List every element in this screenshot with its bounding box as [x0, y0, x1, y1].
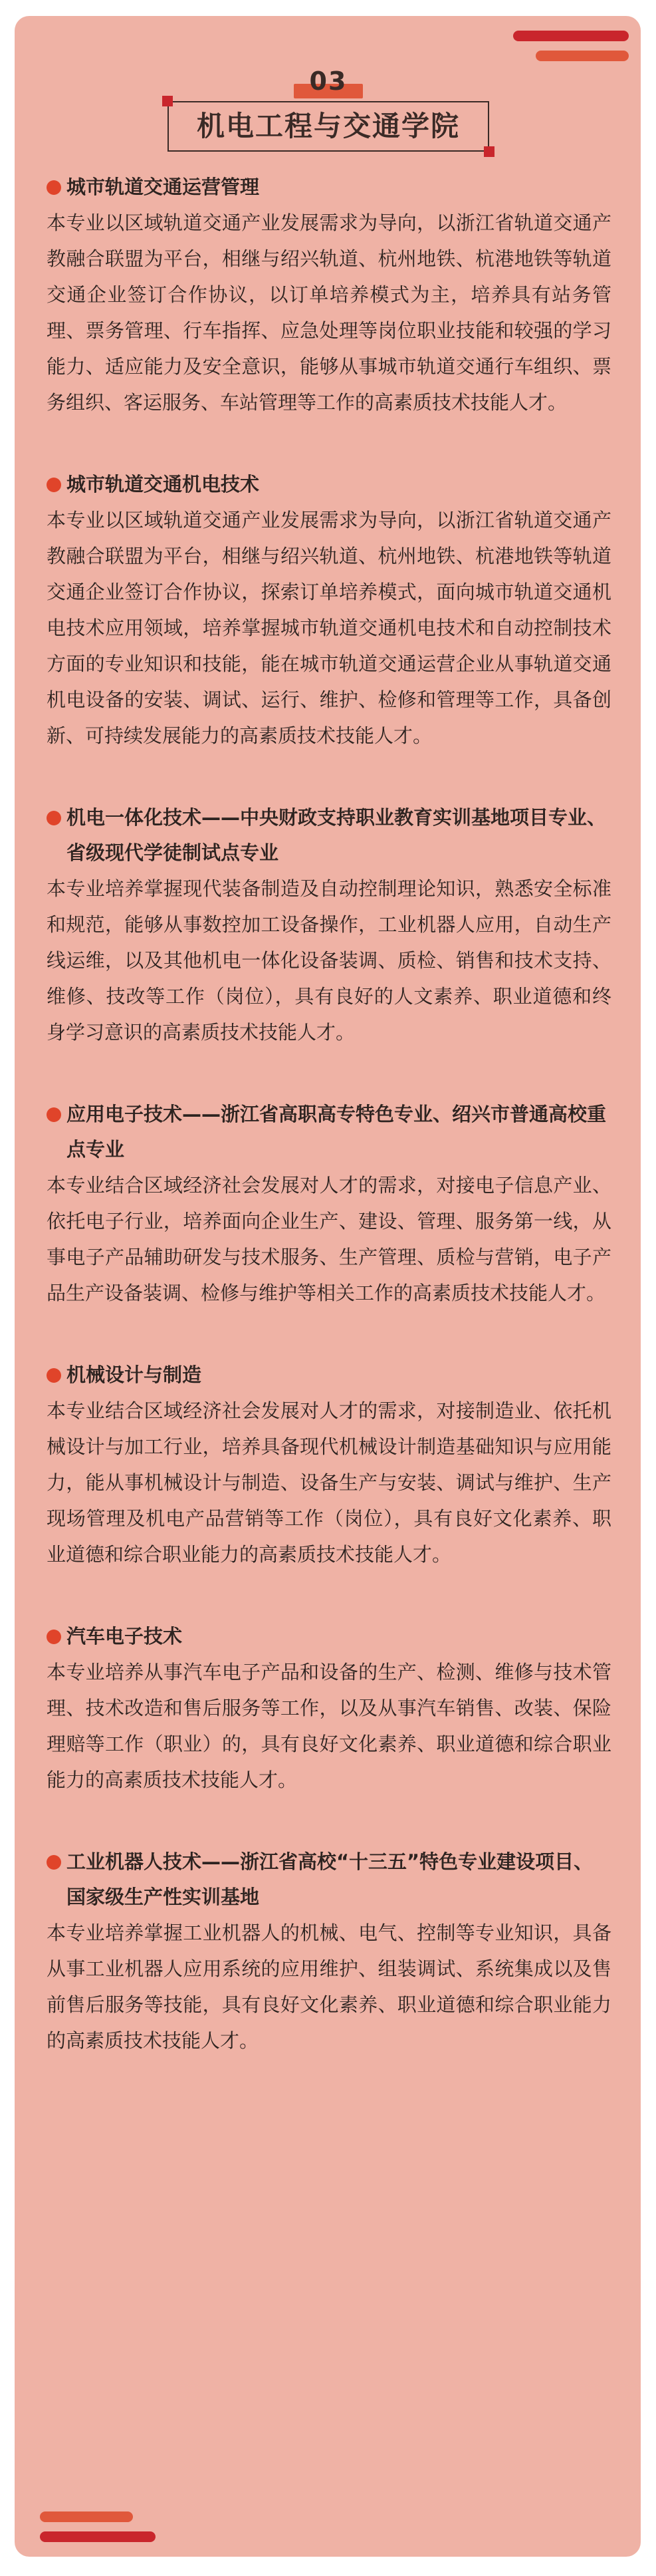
decorative-bar-top-orange — [536, 51, 629, 61]
program-title: 机械设计与制造 — [66, 1363, 202, 1386]
program-description: 本专业结合区域经济社会发展对人才的需求，对接电子信息产业、依托电子行业，培养面向企业生产、建设、管理、服务第一线，从事电子产品辅助研发与技术服务、生产管理、质检与营销，电子产品生产设备装调、检修与维护等相关工作的高素质技术技能人才。 — [47, 1174, 611, 1304]
decorative-bar-top-red — [513, 31, 629, 41]
bullet-dot-icon — [47, 1855, 61, 1870]
program-heading — [47, 467, 611, 502]
program-heading — [47, 1619, 611, 1654]
section-number: 03 — [309, 67, 348, 96]
program-title: 城市轨道交通机电技术 — [66, 473, 260, 496]
program-title: 应用电子技术——浙江省高职高专特色专业、绍兴市普通高校重点专业 — [66, 1103, 607, 1161]
program-description: 本专业培养掌握现代装备制造及自动控制理论知识，熟悉安全标准和规范，能够从事数控加工设备操作，工业机器人应用，自动生产线运维，以及其他机电一体化设备装调、质检、销售和技术支持、维修、技改等工作（岗位），具有良好的人文素养、职业道德和终身学习意识的高素质技术技能人才。 — [47, 877, 611, 1044]
program-description: 本专业培养从事汽车电子产品和设备的生产、检测、维修与技术管理、技术改造和售后服务等工作，以及从事汽车销售、改装、保险理赔等工作（职业）的，具有良好文化素养、职业道德和综合职业能力的高素质技术技能人才。 — [47, 1661, 611, 1791]
program-title: 机电一体化技术——中央财政支持职业教育实训基地项目专业、省级现代学徒制试点专业 — [66, 806, 607, 864]
program-section — [47, 1844, 611, 2059]
bullet-dot-icon — [47, 1368, 61, 1383]
program-heading — [47, 1358, 611, 1393]
program-section — [47, 1358, 611, 1572]
program-heading — [47, 1097, 611, 1167]
program-description: 本专业结合区域经济社会发展对人才的需求，对接制造业、依托机械设计与加工行业，培养具备现代机械设计制造基础知识与应用能力，能从事机械设计与制造、设备生产与安装、调试与维护、生产现场管理及机电产品营销等工作（岗位），具有良好文化素养、职业道德和综合职业能力的高素质技术技能人才。 — [47, 1399, 611, 1566]
program-section — [47, 1097, 611, 1311]
program-title: 城市轨道交通运营管理 — [66, 176, 260, 198]
bullet-dot-icon — [47, 478, 61, 492]
bullet-dot-icon — [47, 180, 61, 195]
program-heading — [47, 1844, 611, 1915]
decorative-bar-bottom-orange — [40, 2511, 133, 2522]
program-title: 工业机器人技术——浙江省高校“十三五”特色专业建设项目、国家级生产性实训基地 — [66, 1850, 594, 1908]
program-description: 本专业以区域轨道交通产业发展需求为导向，以浙江省轨道交通产教融合联盟为平台，相继与绍兴轨道、杭州地铁、杭港地铁等轨道交通企业签订合作协议，以订单培养模式为主，培养具有站务管理、票务管理、行车指挥、应急处理等岗位职业技能和较强的学习能力、适应能力及安全意识，能够从事城市轨道交通行车组织、票务组织、客运服务、车站管理等工作的高素质技术技能人才。 — [47, 212, 611, 414]
bullet-dot-icon — [47, 811, 61, 825]
page-title-frame — [167, 101, 489, 152]
program-heading — [47, 800, 611, 871]
program-section — [47, 170, 611, 420]
program-description: 本专业培养掌握工业机器人的机械、电气、控制等专业知识，具备从事工业机器人应用系统的应用维护、组装调试、系统集成以及售前售后服务等技能，具有良好文化素养、职业道德和综合职业能力的高素质技术技能人才。 — [47, 1922, 611, 2052]
program-description: 本专业以区域轨道交通产业发展需求为导向，以浙江省轨道交通产教融合联盟为平台，相继与绍兴轨道、杭州地铁、杭港地铁等轨道交通企业签订合作协议，探索订单培养模式，面向城市轨道交通机电技术应用领域，培养掌握城市轨道交通机电技术和自动控制技术方面的专业知识和技能，能在城市轨道交通运营企业从事轨道交通机电设备的安装、调试、运行、维护、检修和管理等工作，具备创新、可持续发展能力的高素质技术技能人才。 — [47, 509, 611, 747]
program-title: 汽车电子技术 — [66, 1625, 183, 1647]
program-heading — [47, 170, 611, 205]
bullet-dot-icon — [47, 1107, 61, 1122]
program-section — [47, 467, 611, 754]
bullet-dot-icon — [47, 1630, 61, 1644]
section-number-badge — [287, 67, 370, 98]
program-list — [47, 170, 611, 2105]
page-title: 机电工程与交通学院 — [196, 110, 460, 142]
decorative-bar-bottom-red — [40, 2531, 156, 2542]
program-section — [47, 800, 611, 1050]
program-section — [47, 1619, 611, 1798]
